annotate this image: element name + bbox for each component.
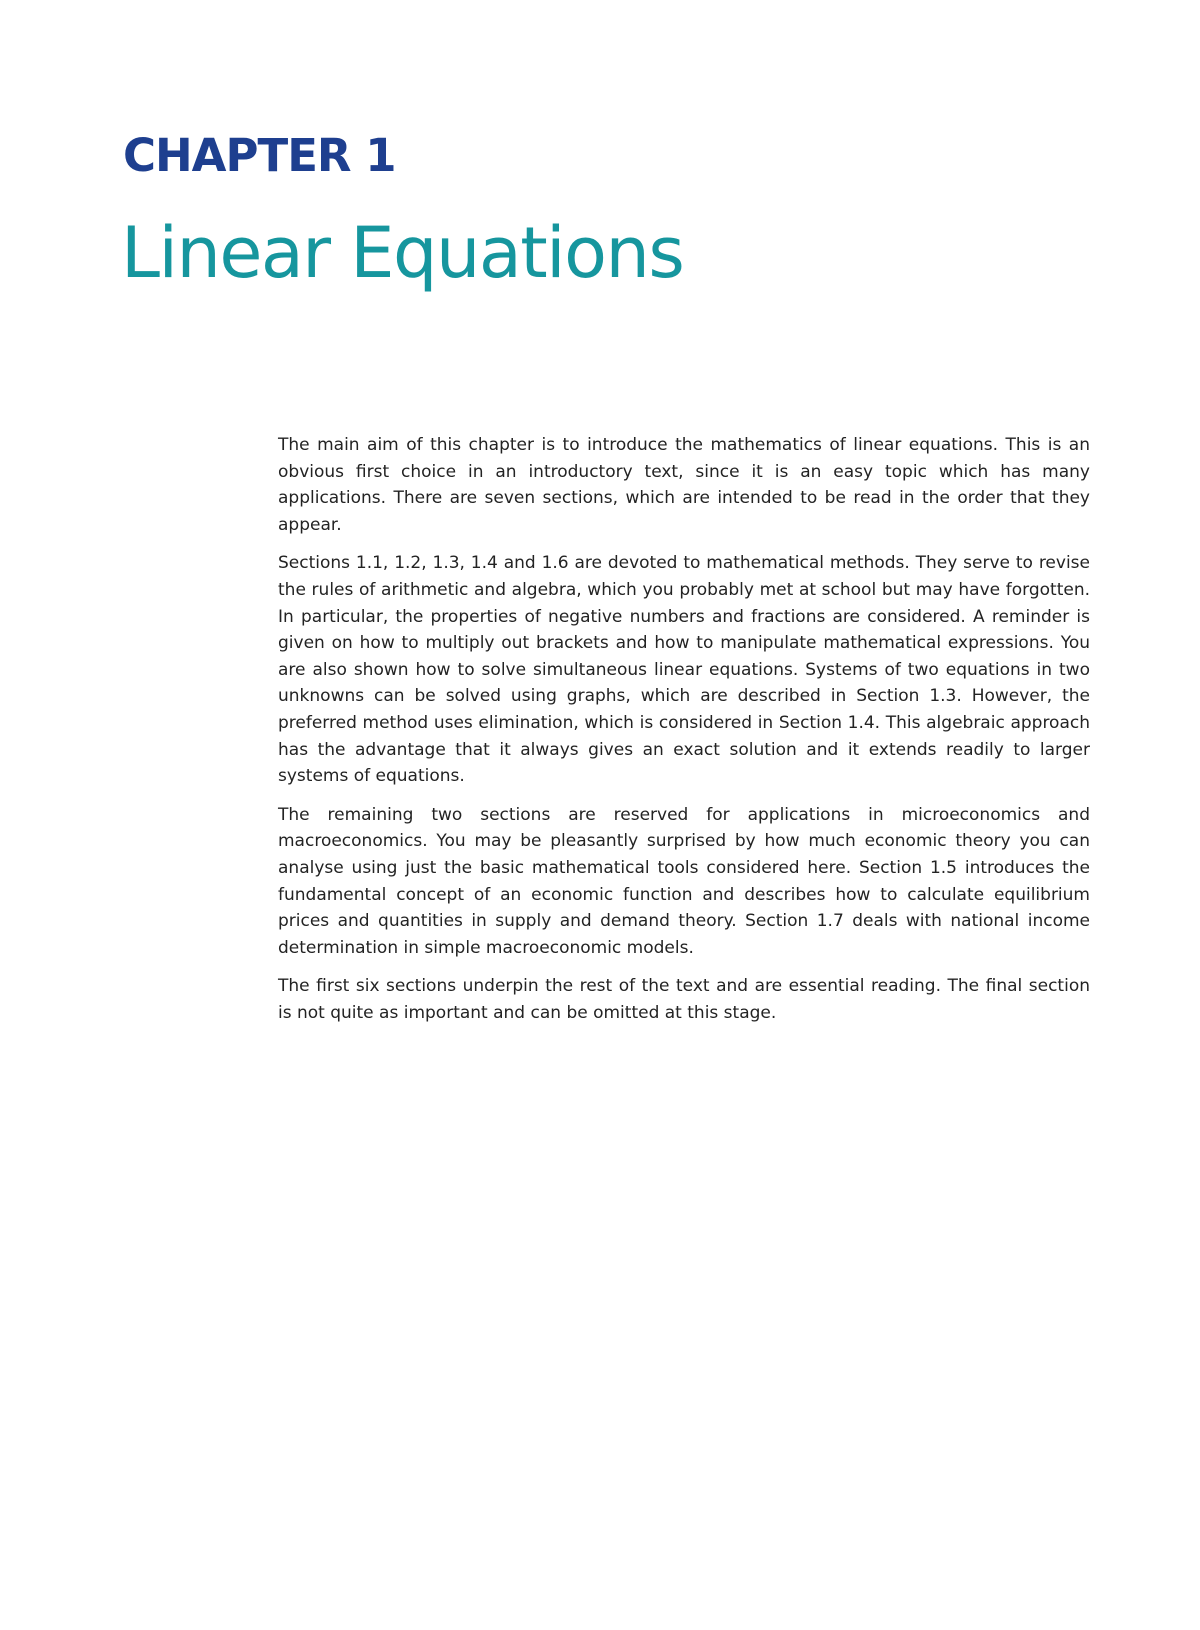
- chapter-introduction: [278, 432, 1090, 1038]
- intro-paragraph: Sections 1.1, 1.2, 1.3, 1.4 and 1.6 are devoted to mathematical methods. They serve to revise the rules of arithmetic and algebra, which you probably met at school but may have forgotten. In particular, the properties of negative numbers and fractions are considered. A reminder is given on how to multiply out brackets and how to manipulate mathematical expressions. You are also shown how to solve simultaneous linear equations. Systems of two equations in two unknowns can be solved using graphs, which are described in Section 1.3. However, the preferred method uses elimination, which is considered in Section 1.4. This algebraic approach has the advantage that it always gives an exact solution and it extends readily to larger systems of equations.: [278, 553, 1090, 787]
- intro-paragraph: The main aim of this chapter is to introduce the mathematics of linear equations. This is an obvious first choice in an introductory text, since it is an easy topic which has many applications. There are seven sections, which are intended to be read in the order that they appear.: [278, 435, 1090, 535]
- chapter-title: Linear Equations: [121, 212, 684, 294]
- chapter-label: CHAPTER 1: [123, 129, 396, 182]
- intro-paragraph: The first six sections underpin the rest of the text and are essential reading. The final section is not quite as important and can be omitted at this stage.: [278, 976, 1090, 1023]
- intro-paragraph: The remaining two sections are reserved for applications in microeconomics and macroeconomics. You may be pleasantly surprised by how much economic theory you can analyse using just the basic mathematical tools considered here. Section 1.5 introduces the fundamental concept of an economic function and describes how to calculate equilibrium prices and quantities in supply and demand theory. Section 1.7 deals with national income determination in simple macroeconomic models.: [278, 804, 1090, 958]
